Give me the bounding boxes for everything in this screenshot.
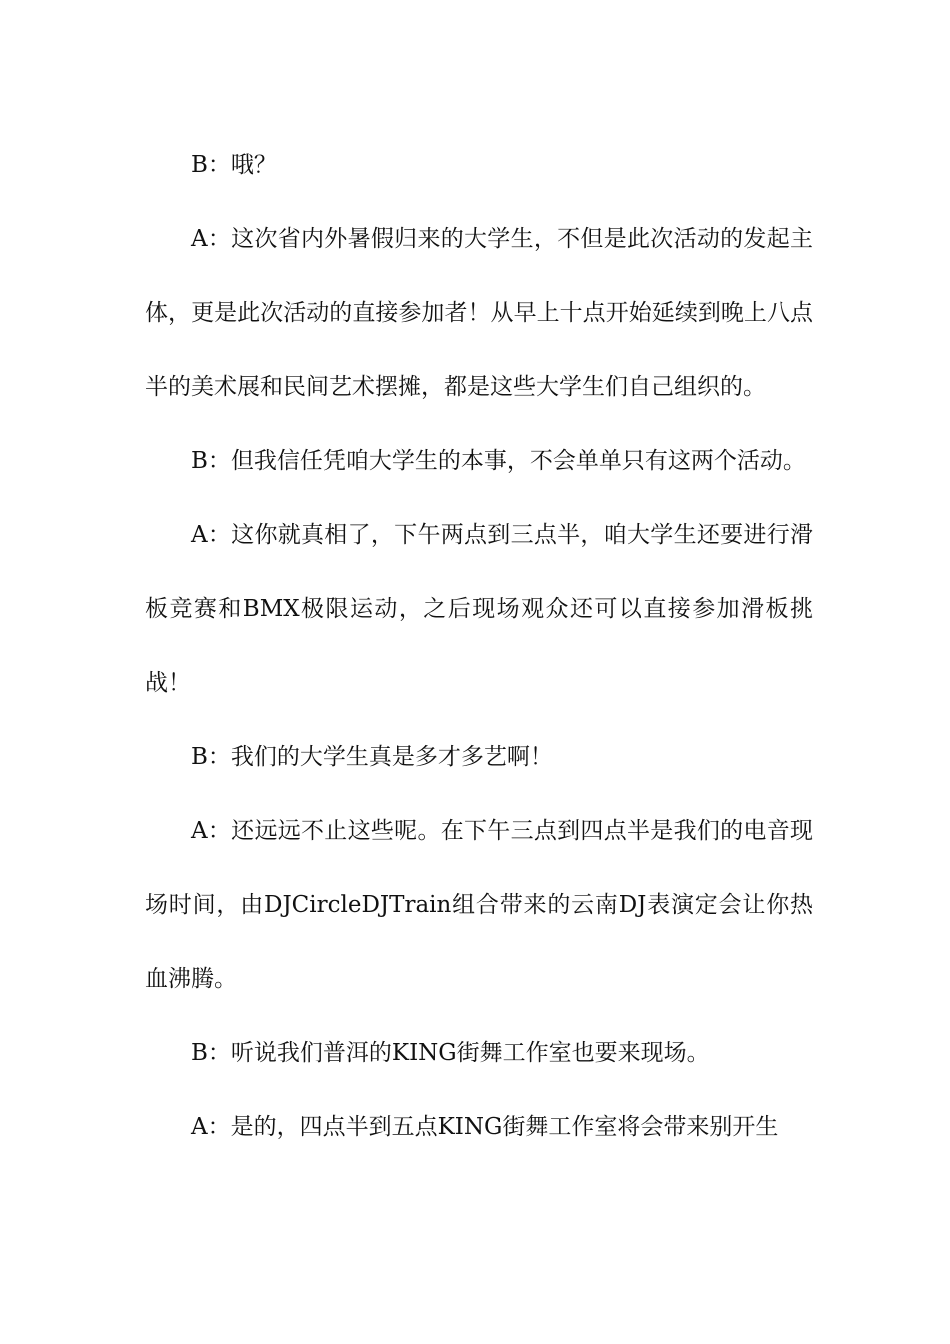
paragraph-3: B：但我信任凭咱大学生的本事，不会单单只有这两个活动。 [191, 448, 806, 474]
paragraph-6: A：还远远不止这些呢。在下午三点到四点半是我们的电音现场时间，由DJCircleDJTrain组合带来的云南DJ表演定会让你热血沸腾。 [145, 818, 813, 992]
paragraph-1: B：哦？ [191, 152, 277, 178]
paragraph-8: A：是的，四点半到五点KING街舞工作室将会带来别开生 [191, 1114, 779, 1140]
dialogue-text [145, 128, 813, 1164]
paragraph-2: A：这次省内外暑假归来的大学生，不但是此次活动的发起主体，更是此次活动的直接参加者！从早上十点开始延续到晚上八点半的美术展和民间艺术摆摊，都是这些大学生们自己组织的。 [145, 226, 813, 400]
paragraph-5: B：我们的大学生真是多才多艺啊！ [191, 744, 553, 770]
paragraph-7: B：听说我们普洱的KING街舞工作室也要来现场。 [191, 1040, 710, 1066]
paragraph-4: A：这你就真相了，下午两点到三点半，咱大学生还要进行滑板竞赛和BMX极限运动，之后现场观众还可以直接参加滑板挑战！ [145, 522, 813, 696]
